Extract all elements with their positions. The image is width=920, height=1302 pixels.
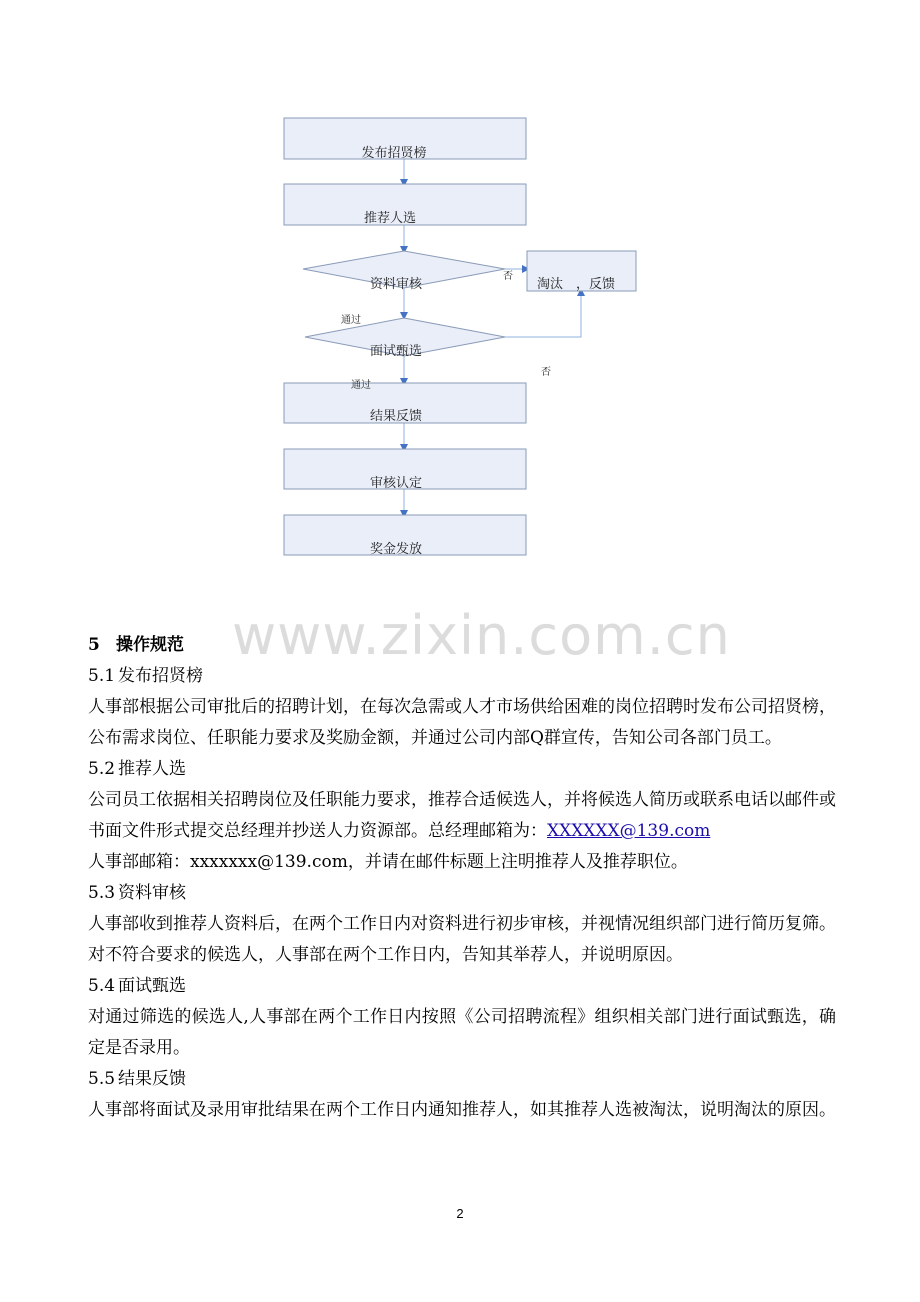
flow-node-result — [284, 383, 526, 424]
subsection-heading-5-2 — [88, 754, 836, 785]
flow-node-review — [303, 251, 505, 292]
document-body — [88, 630, 836, 1126]
subsection-number: 5.1 — [88, 666, 116, 686]
subsection-number: 5.4 — [88, 976, 116, 996]
svg-text:推荐人选: 推荐人选 — [363, 211, 417, 226]
subsection-number: 5.2 — [88, 759, 116, 779]
svg-text:结果反馈: 结果反馈 — [369, 409, 423, 424]
svg-text:资料审核: 资料审核 — [369, 277, 423, 292]
subsection-title: 面试甄选 — [118, 976, 186, 996]
subsection-heading-5-3 — [88, 878, 836, 909]
section-title: 操作规范 — [116, 635, 184, 655]
subsection-heading-5-1 — [88, 661, 836, 692]
svg-text:面试甄选: 面试甄选 — [369, 344, 423, 359]
svg-text:审核认定: 审核认定 — [369, 476, 423, 491]
edge-label-interview-no: 否 — [541, 367, 551, 378]
flow-node-recommend — [284, 184, 526, 226]
paragraph-text: 人事部邮箱：xxxxxxx@139.com，并请在邮件标题上注明推荐人及推荐职位。 — [88, 852, 688, 872]
subsection-heading-5-5 — [88, 1064, 836, 1095]
paragraph-text: 公司员工依据相关招聘岗位及任职能力要求，推荐合适候选人，并将候选人简历或联系电话以邮件或书面文件形式提交总经理并抄送人力资源部。总经理邮箱为： — [88, 790, 836, 841]
subsection-title: 结果反馈 — [118, 1069, 186, 1089]
paragraph-5-1: 人事部根据公司审批后的招聘计划，在每次急需或人才市场供给困难的岗位招聘时发布公司招贤榜，公布需求岗位、任职能力要求及奖励金额，并通过公司内部Q群宣传，告知公司各部门员工。 — [88, 697, 836, 748]
paragraph-5-5: 人事部将面试及录用审批结果在两个工作日内通知推荐人，如其推荐人选被淘汰，说明淘汰的原因。 — [88, 1100, 836, 1120]
subsection-number: 5.5 — [88, 1069, 116, 1089]
edge-label-interview-pass: 通过 — [351, 380, 371, 391]
flow-node-publish — [284, 118, 526, 161]
svg-text:奖金发放: 奖金发放 — [369, 542, 423, 557]
flow-node-bonus — [284, 515, 526, 557]
page-number: 2 — [456, 1206, 464, 1221]
recruitment-flowchart — [0, 0, 920, 600]
svg-text:淘汰 ，反馈: 淘汰 ，反馈 — [536, 277, 616, 292]
paragraph-5-4: 对通过筛选的候选人,人事部在两个工作日内按照《公司招聘流程》组织相关部门进行面试甄选，确定是否录用。 — [88, 1007, 836, 1058]
subsection-number: 5.3 — [88, 883, 116, 903]
section-number: 5 — [88, 635, 100, 655]
flow-node-reject — [527, 251, 636, 292]
edge-label-review-pass: 通过 — [341, 315, 361, 326]
paragraph-5-2 — [88, 785, 836, 878]
section-heading — [88, 630, 836, 661]
email-link[interactable]: XXXXXX@139.com — [547, 821, 711, 841]
subsection-title: 发布招贤榜 — [118, 666, 203, 686]
watermark: www.zixin.com.cn — [232, 604, 731, 667]
edge-label-review-no: 否 — [503, 271, 513, 282]
subsection-title: 资料审核 — [118, 883, 186, 903]
flow-node-interview — [305, 318, 505, 359]
paragraph-5-3: 人事部收到推荐人资料后，在两个工作日内对资料进行初步审核，并视情况组织部门进行简历复筛。对不符合要求的候选人，人事部在两个工作日内，告知其举荐人，并说明原因。 — [88, 914, 836, 965]
flow-node-approve — [284, 449, 526, 491]
svg-text:发布招贤榜: 发布招贤榜 — [361, 146, 427, 161]
subsection-title: 推荐人选 — [118, 759, 186, 779]
subsection-heading-5-4 — [88, 971, 836, 1002]
